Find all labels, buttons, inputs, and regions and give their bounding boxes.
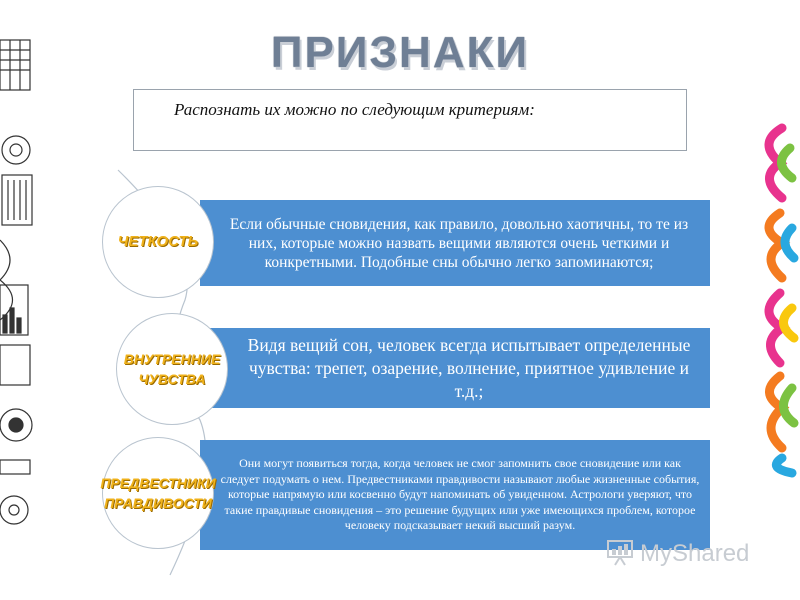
watermark-text: MyShared	[640, 540, 750, 567]
label-line-2: ПРАВДИВОСТИ	[104, 495, 212, 511]
intro-box	[133, 89, 687, 151]
criterion-label-clarity	[102, 186, 214, 298]
left-doodle-decoration	[0, 30, 46, 570]
label-text: ЧЕТКОСТЬ	[117, 233, 199, 250]
label-line-1: ПРЕДВЕСТНИКИ	[100, 475, 216, 491]
criterion-band-feelings	[200, 328, 710, 408]
label-line-2: ЧУВСТВА	[138, 371, 206, 387]
brain-decoration	[752, 118, 800, 478]
criterion-band-clarity	[200, 200, 710, 286]
criterion-text-feelings: Видя вещий сон, человек всегда испытывает определенные чувства: трепет, озарение, волнение, приятное удивление и т.д.;	[247, 334, 691, 401]
criterion-text-harbingers: Они могут появиться тогда, когда человек не смог запомнить свое сновидение или как следует подумать о нем. Предвестниками правдивости называют любые жизненные события, которые напрямую или косвенно будут напоминать об увиденном. Астрологи уверяют, что такие правдивые сновидения – это решение будущих или уже имеющихся проблем, которое человеку подсказывает некий высший разум.	[220, 456, 700, 533]
intro-text: Распознать их можно по следующим критериям:	[174, 100, 535, 119]
watermark-logo-icon	[606, 537, 636, 567]
criterion-text-clarity: Если обычные сновидения, как правило, довольно хаотичны, то те из них, которые можно назвать вещими являются очень четкими и конкретными. Подобные сны обычно легко запоминаются;	[229, 215, 689, 271]
page-title: ПРИЗНАКИ	[270, 28, 530, 77]
criterion-label-feelings	[116, 313, 228, 425]
criterion-band-harbingers	[200, 440, 710, 550]
label-line-1: ВНУТРЕННИЕ	[123, 351, 221, 367]
criterion-label-harbingers	[102, 437, 214, 549]
